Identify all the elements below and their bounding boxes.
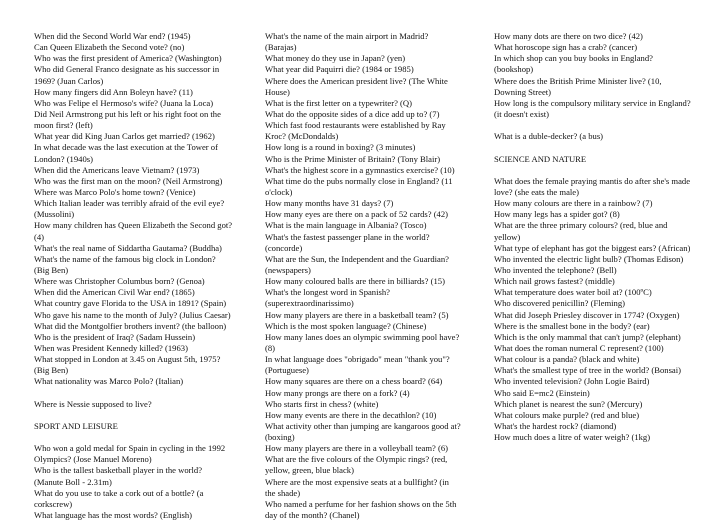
blank-line xyxy=(494,120,691,131)
question-line: How many colours are there in a rainbow? (7) xyxy=(494,198,653,209)
question-line: What's the highest score in a gymnastics exercise? (10) xyxy=(265,164,455,175)
question-line: Downing Street) xyxy=(494,86,552,97)
question-line: How many prongs are there on a fork? (4) xyxy=(265,387,410,398)
question-line: What do you use to take a cork out of a bottle? (a xyxy=(34,487,204,498)
question-line: Who said E=mc2 (Einstein) xyxy=(494,387,590,398)
question-line: What activity other than jumping are kangaroos good at? xyxy=(265,420,461,431)
question-line: What do the opposite sides of a dice add up to? (7) xyxy=(265,108,440,119)
question-line: Who invented the telephone? (Bell) xyxy=(494,264,617,275)
question-line: What's the hardest rock? (diamond) xyxy=(494,420,617,431)
question-line: What's the name of the famous big clock in London? xyxy=(34,253,216,264)
question-line: London? (1940s) xyxy=(34,153,93,164)
question-line: How many players are there in a basketball team? (5) xyxy=(265,309,449,320)
question-line: What's the smallest type of tree in the world? (Bonsai) xyxy=(494,365,681,376)
question-line: What money do they use in Japan? (yen) xyxy=(265,53,406,64)
question-line: yellow) xyxy=(494,231,521,242)
question-line: (bookshop) xyxy=(494,64,534,75)
section-heading: SPORT AND LEISURE xyxy=(34,420,118,431)
question-line: (Barajas) xyxy=(265,42,297,53)
question-line: What is the main language in Albania? (Tosco) xyxy=(265,220,427,231)
question-line: Who gave his name to the month of July? (Julius Caesar) xyxy=(34,309,231,320)
question-line: (Manute Boll - 2.31m) xyxy=(34,476,112,487)
question-line: When did the American Civil War end? (1865) xyxy=(34,287,195,298)
question-line: How much does a litre of water weigh? (1kg) xyxy=(494,432,651,443)
question-line: What temperature does water boil at? (100ºC) xyxy=(494,287,652,298)
question-line: How many legs has a spider got? (8) xyxy=(494,209,620,220)
question-line: Where is Nessie supposed to live? xyxy=(34,398,152,409)
question-line: (Portuguese) xyxy=(265,365,309,376)
question-line: corkscrew) xyxy=(34,498,73,509)
question-line: What is a duble-decker? (a bus) xyxy=(494,131,604,142)
question-line: What time do the pubs normally close in England? (11 xyxy=(265,175,453,186)
question-line: Where are the most expensive seats at a bullfight? (in xyxy=(265,476,449,487)
question-line: Who was Felipe el Hermoso's wife? (Juana la Loca) xyxy=(34,97,214,108)
question-line: What did Joseph Priesley discover in 1774? (Oxygen) xyxy=(494,309,680,320)
question-line: When did the Americans leave Vietnam? (1973) xyxy=(34,164,200,175)
question-line: What stopped in London at 3.45 on August 5th, 1975? xyxy=(34,354,221,365)
question-line: How long is a round in boxing? (3 minutes) xyxy=(265,142,416,153)
question-line: What did the Montgolfier brothers invent? (the balloon) xyxy=(34,320,227,331)
question-line: moon first? (left) xyxy=(34,120,93,131)
question-line: 1969? (Juan Carlos) xyxy=(34,75,104,86)
right-column xyxy=(494,31,691,443)
question-line: What are the three primary colours? (red, blue and xyxy=(494,220,668,231)
question-line: Who is the president of Iraq? (Sadam Hussein) xyxy=(34,331,196,342)
question-line: (superextraordinarissimo) xyxy=(265,298,354,309)
section-heading: SCIENCE AND NATURE xyxy=(494,153,587,164)
question-line: Who is the Prime Minister of Britain? (Tony Blair) xyxy=(265,153,441,164)
question-line: (Big Ben) xyxy=(34,264,69,275)
question-line: Who was the first man on the moon? (Neil Armstrong) xyxy=(34,175,223,186)
question-line: love? (she eats the male) xyxy=(494,186,579,197)
question-line: Where does the British Prime Minister live? (10, xyxy=(494,75,662,86)
question-line: What does the roman numeral C represent? (100) xyxy=(494,342,664,353)
question-line: What are the Sun, the Independent and the Guardian? xyxy=(265,253,449,264)
question-line: What is the first letter on a typewriter? (Q) xyxy=(265,97,412,108)
question-line: How many coloured balls are there in billiards? (15) xyxy=(265,276,445,287)
question-line: How many fingers did Ann Boleyn have? (11) xyxy=(34,86,193,97)
question-line: Who named a perfume for her fashion shows on the 5th xyxy=(265,498,457,509)
question-line: How many events are there in the decathlon? (10) xyxy=(265,409,437,420)
blank-line xyxy=(34,388,232,399)
question-line: How many squares are there on a chess board? (64) xyxy=(265,376,443,387)
question-line: What's the name of the main airport in Madrid? xyxy=(265,31,429,41)
question-line: What does the female praying mantis do after she's made xyxy=(494,175,691,186)
left-column xyxy=(34,31,232,521)
question-line: Who is the tallest basketball player in the world? xyxy=(34,465,203,476)
question-line: Where does the American president live? (The White xyxy=(265,75,448,86)
question-line: When did the Second World War end? (1945) xyxy=(34,31,191,41)
question-line: (newspapers) xyxy=(265,264,311,275)
question-line: Who invented the electric light bulb? (Thomas Edison) xyxy=(494,253,684,264)
question-line: What are the five colours of the Olympic rings? (red, xyxy=(265,454,448,465)
question-line: What horoscope sign has a crab? (cancer) xyxy=(494,42,638,53)
question-line: When was President Kennedy killed? (1963) xyxy=(34,342,188,353)
question-line: Who invented television? (John Logie Baird) xyxy=(494,376,650,387)
question-line: Who starts first in chess? (white) xyxy=(265,398,379,409)
question-line: Who won a gold medal for Spain in cycling in the 1992 xyxy=(34,443,226,454)
question-line: How many children has Queen Elizabeth the Second got? xyxy=(34,220,233,231)
question-line: Which nail grows fastest? (middle) xyxy=(494,276,615,287)
question-line: Which planet is nearest the sun? (Mercury) xyxy=(494,398,643,409)
question-line: Which is the only mammal that can't jump? (elephant) xyxy=(494,331,681,342)
question-line: Who discovered penicillin? (Fleming) xyxy=(494,298,626,309)
question-line: Where is the smallest bone in the body? (ear) xyxy=(494,320,650,331)
question-line: What's the longest word in Spanish? xyxy=(265,287,390,298)
question-line: How many dots are there on two dice? (42) xyxy=(494,31,643,41)
question-line: Olympics? (Jose Manuel Moreno) xyxy=(34,454,152,465)
question-line: yellow, green, blue black) xyxy=(265,465,354,476)
question-line: What's the real name of Siddartha Gautama? (Buddha) xyxy=(34,242,222,253)
question-line: What colours make purple? (red and blue) xyxy=(494,409,640,420)
blank-line xyxy=(494,142,691,153)
blank-line xyxy=(494,165,691,176)
question-line: Can Queen Elizabeth the Second vote? (no) xyxy=(34,42,185,53)
question-line: In what language does "obrigado" mean "thank you"? xyxy=(265,354,450,365)
question-line: What colour is a panda? (black and white) xyxy=(494,354,640,365)
question-line: Where was Christopher Columbus born? (Genoa) xyxy=(34,276,205,287)
question-line: o'clock) xyxy=(265,186,293,197)
blank-line xyxy=(34,410,232,421)
question-line: What year did Paquirri die? (1984 or 1985) xyxy=(265,64,414,75)
question-line: How many eyes are there on a pack of 52 cards? (42) xyxy=(265,209,449,220)
question-line: (concorde) xyxy=(265,242,303,253)
question-line: In which shop can you buy books in England? xyxy=(494,53,653,64)
question-line: How many players are there in a volleyball team? (6) xyxy=(265,443,449,454)
question-line: What country gave Florida to the USA in 1891? (Spain) xyxy=(34,298,227,309)
question-line: House) xyxy=(265,86,290,97)
question-line: Which is the most spoken language? (Chinese) xyxy=(265,320,427,331)
question-line: Where was Marco Polo's home town? (Venice) xyxy=(34,186,196,197)
question-line: day of the month? (Chanel) xyxy=(265,510,360,521)
question-line: (Big Ben) xyxy=(34,365,69,376)
question-line: Did Neil Armstrong put his left or his right foot on the xyxy=(34,108,221,119)
question-line: Who did General Franco designate as his successor in xyxy=(34,64,220,75)
question-line: (8) xyxy=(265,342,276,353)
question-line: What type of elephant has got the biggest ears? (African) xyxy=(494,242,691,253)
question-line: (it doesn't exist) xyxy=(494,108,550,119)
question-line: How many months have 31 days? (7) xyxy=(265,198,394,209)
question-line: How many lanes does an olympic swimming pool have? xyxy=(265,331,460,342)
question-line: How long is the compulsory military service in England? xyxy=(494,97,691,108)
blank-line xyxy=(34,432,232,443)
question-line: What's the fastest passenger plane in the world? xyxy=(265,231,430,242)
question-line: In what decade was the last execution at the Tower of xyxy=(34,142,218,153)
question-line: Which fast food restaurants were established by Ray xyxy=(265,120,446,131)
question-line: Kroc? (McDondalds) xyxy=(265,131,339,142)
question-line: What nationality was Marco Polo? (Italian) xyxy=(34,376,184,387)
question-line: (boxing) xyxy=(265,432,295,443)
question-line: Who was the first president of America? (Washington) xyxy=(34,53,222,64)
question-line: What language has the most words? (English) xyxy=(34,510,192,521)
middle-column xyxy=(265,31,461,521)
question-line: (Mussolini) xyxy=(34,209,75,220)
question-line: the shade) xyxy=(265,487,301,498)
question-line: Which Italian leader was terribly afraid of the evil eye? xyxy=(34,198,225,209)
question-line: (4) xyxy=(34,231,45,242)
question-line: What year did King Juan Carlos get married? (1962) xyxy=(34,131,215,142)
